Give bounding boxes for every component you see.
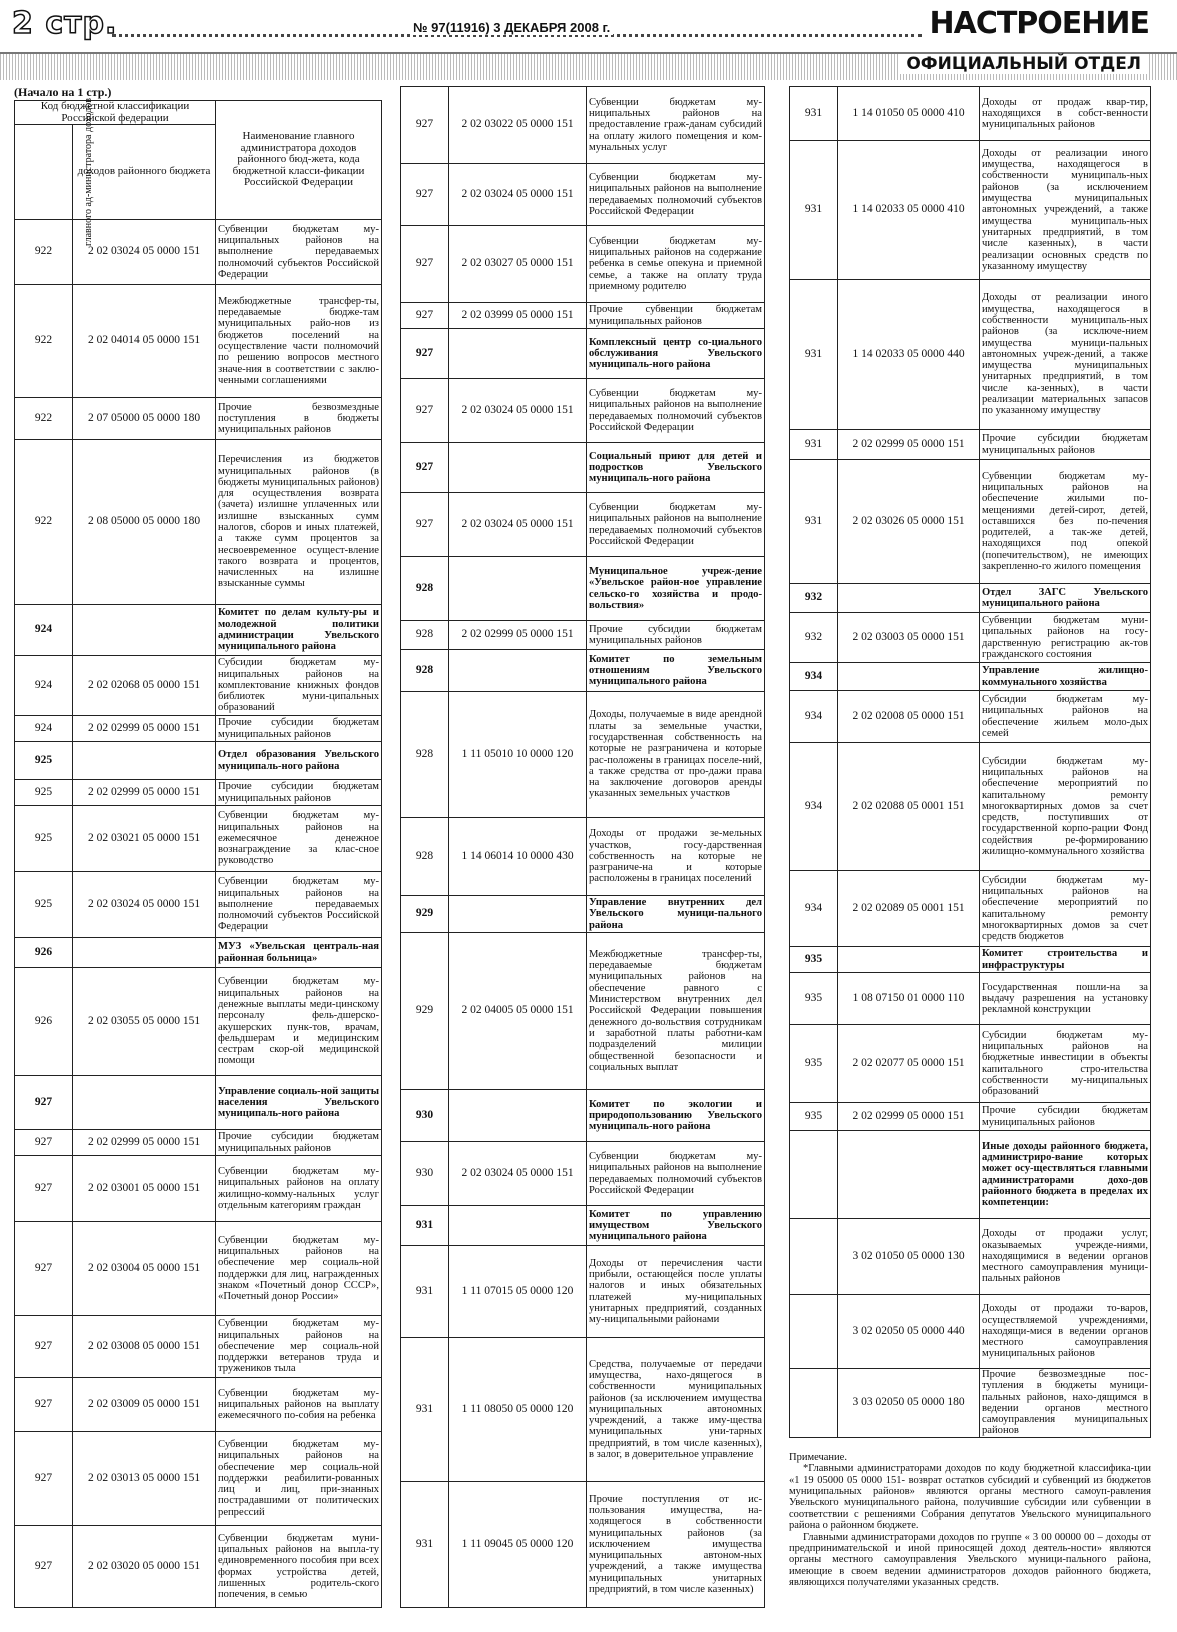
table-row	[790, 1025, 1151, 1103]
table-row	[15, 1130, 382, 1156]
footnote-p1: *Главными администраторами доходов по коду бюджетной классифика-ции «1 19 05000 05 0000 151- возврат остатков субсидий и субвенций из бюджетов муниципальных районов» являются органы местного самоуп-равления Увельского муниципального района, получившие субсидии или субвенции в соответствии с решениями Собрания депутатов Увельского муниципального района о районном бюджете.	[789, 1463, 1151, 1532]
section-title: ОФИЦИАЛЬНЫЙ ОТДЕЛ	[900, 54, 1147, 74]
budget-code-cell	[73, 938, 216, 968]
admin-code-cell	[790, 1131, 838, 1219]
budget-code-cell: 2 02 03024 05 0000 151	[449, 1142, 587, 1206]
budget-code-cell	[73, 605, 216, 656]
table-row	[790, 1369, 1151, 1438]
budget-code-cell	[449, 1206, 587, 1246]
table-row	[790, 1131, 1151, 1219]
admin-code-cell: 927	[401, 164, 449, 226]
description-cell: Перечисления из бюджетов муниципальных районов (в бюджеты муниципальных районов) для осуществления возврата (зачета) излишне уплаченных или излишне взысканных сумм налогов, сборов и иных платежей, а также сумм процентов за несвоевременное осущест-вление такого возврата и процентов, начисленных на излишне взысканные суммы	[216, 440, 382, 605]
budget-code-cell: 2 02 03003 05 0000 151	[838, 613, 980, 663]
table-row	[401, 896, 765, 933]
description-cell: Доходы от реализации иного имущества, находящегося в собственности муниципаль-ных районов (за исключением имущества муниципальных автономных учреждений, а также имущества муниципаль-ных унитарных предприятий, в том числе казенных), в части реализации основных средств по указанному имуществу	[980, 141, 1151, 280]
table-row	[15, 938, 382, 968]
table-row	[790, 613, 1151, 663]
description-cell: Субвенции бюджетам му-ниципальных районов на денежные выплаты меди-цинскому персоналу фель-дшерско-акушерских пунк-тов, врачам, фельдшерам и медицинским сестрам скор-ой медицинской помощи	[216, 968, 382, 1076]
description-cell: Прочие безвозмездные пос-тупления в бюджеты муници-пальных районов, нахо-дящимся в ведении органов местного самоуправления муниципальных районов	[980, 1369, 1151, 1438]
budget-code-cell: 3 02 02050 05 0000 440	[838, 1295, 980, 1369]
description-cell: Управление социаль-ной защиты населения Увельского муниципаль-ного района	[216, 1076, 382, 1130]
budget-code-cell: 2 02 02089 05 0001 151	[838, 871, 980, 947]
admin-code-cell: 934	[790, 743, 838, 871]
budget-code-cell	[838, 663, 980, 691]
admin-code-cell: 931	[401, 1206, 449, 1246]
table-row	[401, 557, 765, 621]
header-name: Наименование главного администратора доходов районного бюд-жета, кода бюджетной класси-фикации Российской Федерации	[216, 101, 382, 220]
budget-code-cell	[449, 1090, 587, 1142]
table-row	[15, 398, 382, 440]
admin-code-cell: 928	[401, 650, 449, 692]
admin-code-cell	[790, 1295, 838, 1369]
admin-code-cell: 930	[401, 1142, 449, 1206]
budget-code-cell: 2 02 03024 05 0000 151	[73, 872, 216, 938]
admin-code-cell: 929	[401, 896, 449, 933]
admin-code-cell: 928	[401, 692, 449, 818]
admin-code-cell: 927	[15, 1156, 73, 1222]
budget-code-cell: 2 02 03026 05 0000 151	[838, 460, 980, 584]
table-row	[790, 460, 1151, 584]
table-row	[401, 303, 765, 329]
description-cell: Субвенции бюджетам муни-ципальных районов на госу-дарственную регистрацию ак-тов гражданского состояния	[980, 613, 1151, 663]
table-row	[15, 780, 382, 806]
budget-code-cell: 1 14 02033 05 0000 440	[838, 280, 980, 430]
admin-code-cell: 927	[401, 443, 449, 493]
description-cell: Доходы, получаемые в виде арендной платы за земельные участки, государственная собственность на которые не разграничена и которые рас-положены в границах поселе-ний, а также средства от про-дажи права на заключение договоров аренды указанных земельных участков	[587, 692, 765, 818]
admin-code-cell: 925	[15, 806, 73, 872]
description-cell: Субвенции бюджетам му-ниципальных районов на выполнение передаваемых полномочий субъектов Российской Федерации	[587, 493, 765, 557]
admin-code-cell: 927	[15, 1526, 73, 1608]
admin-code-cell: 927	[401, 226, 449, 303]
budget-code-cell: 2 02 03022 05 0000 151	[449, 87, 587, 164]
description-cell: Средства, получаемые от передачи имущества, нахо-дящегося в собственности муниципальных районов (за исключением имущества муниципальных автономных учреждений, а также иму-щества муниципальных уни-тарных предприятий, в том числе казенных), в залог, в доверительное управление	[587, 1338, 765, 1482]
description-cell: Субсидии бюджетам му-ниципальных районов на обеспечение мероприятий по капитальному ремонту многоквартирных домов за счет средств бюджетов	[980, 871, 1151, 947]
admin-code-cell: 931	[790, 430, 838, 460]
description-cell: Прочие безвозмездные поступления в бюджеты муниципальных районов	[216, 398, 382, 440]
description-cell: Прочие поступления от ис-пользования имущества, на-ходящегося в собственности муниципальных районов (за исключением имущества муниципальных автоном-ных учреждений, а также имущества муниципальных унитарных предприятий, в том числе казенных)	[587, 1482, 765, 1608]
table-row	[401, 818, 765, 896]
admin-code-cell: 935	[790, 1025, 838, 1103]
table-row	[15, 1076, 382, 1130]
budget-code-cell	[449, 443, 587, 493]
description-cell: Прочие субсидии бюджетам муниципальных районов	[216, 1130, 382, 1156]
table-row	[15, 605, 382, 656]
budget-code-cell: 2 02 03999 05 0000 151	[449, 303, 587, 329]
budget-code-cell: 2 02 03024 05 0000 151	[73, 220, 216, 285]
table-row	[15, 1316, 382, 1378]
description-cell: Субвенции бюджетам му-ниципальных районов на выполнение передаваемых полномочий субъектов Российской Федерации	[587, 379, 765, 443]
budget-code-cell	[838, 584, 980, 613]
description-cell: Муниципальное учреж-дение «Увельское район-ное управление сельско-го хозяйства и продо-вольствия»	[587, 557, 765, 621]
admin-code-cell: 927	[401, 493, 449, 557]
budget-code-cell	[449, 557, 587, 621]
admin-code-cell: 927	[15, 1076, 73, 1130]
table-row	[790, 663, 1151, 691]
budget-code-cell: 2 02 03004 05 0000 151	[73, 1222, 216, 1316]
admin-code-cell: 931	[790, 141, 838, 280]
description-cell: Субвенции бюджетам му-ниципальных районов на выполнение передаваемых полномочий субъектов Российской Федерации	[587, 164, 765, 226]
column-1	[14, 86, 382, 1608]
admin-code-cell: 927	[401, 329, 449, 379]
description-cell: Социальный приют для детей и подростков Увельского муниципаль-ного района	[587, 443, 765, 493]
description-cell: Субвенции бюджетам му-ниципальных районов на обеспечение мер социаль-ной поддержки реабилити-рованных лиц и лиц, при-знанных пострадавшими от политических репрессий	[216, 1432, 382, 1526]
description-cell: Доходы от продаж квар-тир, находящихся в собст-венности муниципальных районов	[980, 87, 1151, 141]
table-row	[790, 947, 1151, 973]
table-row	[790, 1103, 1151, 1131]
table-row	[15, 440, 382, 605]
table-row	[401, 1090, 765, 1142]
table-row	[15, 656, 382, 716]
budget-code-cell: 2 02 02999 05 0000 151	[838, 430, 980, 460]
budget-code-cell: 2 02 02999 05 0000 151	[73, 780, 216, 806]
description-cell: Комитет по земельным отношениям Увельского муниципального района	[587, 650, 765, 692]
admin-code-cell: 926	[15, 968, 73, 1076]
admin-code-cell: 922	[15, 285, 73, 398]
admin-code-cell: 931	[790, 280, 838, 430]
admin-code-cell: 928	[401, 557, 449, 621]
budget-code-cell: 2 02 02999 05 0000 151	[449, 621, 587, 650]
budget-code-cell: 2 08 05000 05 0000 180	[73, 440, 216, 605]
admin-code-cell: 931	[790, 87, 838, 141]
description-cell: Субвенции бюджетам му-ниципальных районов на оплату жилищно-комму-нальных услуг отдельным категориям граждан	[216, 1156, 382, 1222]
table-row	[790, 973, 1151, 1025]
table-body-2	[401, 87, 765, 1608]
budget-code-cell: 2 02 02999 05 0000 151	[73, 1130, 216, 1156]
column-3	[789, 86, 1151, 1589]
description-cell: Межбюджетные трансфер-ты, передаваемые бюдже-там муниципальных райо-нов из бюджетов поселений на осуществление части полномочий по решению вопросов местного значе-ния в соответствии с заклю-ченными соглашениями	[216, 285, 382, 398]
admin-code-cell: 927	[15, 1432, 73, 1526]
footnote-p2: Главными администраторами доходов по группе « 3 00 00000 00 – доходы от предпринимательской и иной приносящей доход деятель-ности» являются органы местного самоуправления Увельского муници-пального района, имеющие в своем ведении администраторов доходов районного бюджета, являющихся получателями указанных средств.	[789, 1531, 1151, 1589]
description-cell: Доходы от продажи то-варов, осуществляемой учреждениями, находящи-мися в ведении органов местного самоуправления муниципальных районов	[980, 1295, 1151, 1369]
budget-code-cell: 2 02 02999 05 0000 151	[838, 1103, 980, 1131]
table-row	[401, 443, 765, 493]
header-group: Код бюджетной классификации Российской федерации	[15, 101, 216, 125]
header-admin	[15, 98, 94, 247]
table-body-3	[790, 87, 1151, 1438]
table-row	[15, 220, 382, 285]
admin-code-cell: 926	[15, 938, 73, 968]
description-cell: Прочие субсидии бюджетам муниципальных районов	[980, 430, 1151, 460]
header-admin-text: главного ад-министратора доходов	[82, 98, 94, 247]
admin-code-cell: 922	[15, 398, 73, 440]
budget-code-cell: 2 02 04005 05 0000 151	[449, 933, 587, 1090]
column-2	[400, 86, 765, 1608]
table-row	[15, 742, 382, 780]
description-cell: Государственная пошли-на за выдачу разрешения на установку рекламной конструкции	[980, 973, 1151, 1025]
description-cell: Прочие субсидии бюджетам муниципальных районов	[216, 780, 382, 806]
table-row	[15, 1222, 382, 1316]
admin-code-cell: 932	[790, 584, 838, 613]
budget-code-cell: 2 02 02088 05 0001 151	[838, 743, 980, 871]
budget-code-cell: 2 02 03001 05 0000 151	[73, 1156, 216, 1222]
admin-code-cell: 931	[401, 1482, 449, 1608]
budget-code-cell: 2 07 05000 05 0000 180	[73, 398, 216, 440]
description-cell: Доходы от продажи услуг, оказываемых учрежде-ниями, находящимися в ведении органов местного самоуправления муници-пальных районов	[980, 1219, 1151, 1295]
description-cell: Комитет по экологии и природопользованию Увельского муниципаль-ного района	[587, 1090, 765, 1142]
budget-code-cell: 2 02 03024 05 0000 151	[449, 379, 587, 443]
description-cell: Доходы от перечисления части прибыли, остающейся после уплаты налогов и иных обязательных платежей му-ниципальных унитарных предприятий, созданных му-ниципальными районами	[587, 1246, 765, 1338]
description-cell: Субвенции бюджетам му-ниципальных районов на выполнение передаваемых полномочий субъектов Российской Федерации	[216, 872, 382, 938]
table-row	[401, 164, 765, 226]
budget-code-cell: 2 02 02077 05 0000 151	[838, 1025, 980, 1103]
description-cell: Прочие субсидии бюджетам муниципальных районов	[980, 1103, 1151, 1131]
description-cell: Субвенции бюджетам му-ниципальных районов на выполнение передаваемых полномочий субъектов Российской Федерации	[216, 220, 382, 285]
description-cell: Субвенции бюджетам му-ниципальных районов на предоставление граж-данам субсидий на оплату жилого помещения и ком-мунальных услуг	[587, 87, 765, 164]
admin-code-cell: 925	[15, 780, 73, 806]
table-row	[15, 1156, 382, 1222]
table-row	[15, 1526, 382, 1608]
header-income: доходов районного бюджета	[73, 125, 216, 220]
budget-code-cell: 2 02 03055 05 0000 151	[73, 968, 216, 1076]
table-row	[15, 1378, 382, 1432]
description-cell: Субвенции бюджетам му-ниципальных районов на обеспечение мер социаль-ной поддержки ветеранов труда и тружеников тыла	[216, 1316, 382, 1378]
table-row	[15, 872, 382, 938]
budget-code-cell: 1 11 08050 05 0000 120	[449, 1338, 587, 1482]
footnote-title: Примечание.	[789, 1451, 847, 1463]
description-cell: Отдел образования Увельского муниципаль-ного района	[216, 742, 382, 780]
budget-code-cell: 2 02 03021 05 0000 151	[73, 806, 216, 872]
description-cell: Субвенции бюджетам му-ниципальных районов на ежемесячное денежное вознаграждение за клас-сное руководство	[216, 806, 382, 872]
table-row	[15, 1432, 382, 1526]
table-row	[15, 285, 382, 398]
description-cell: Доходы от продажи зе-мельных участков, госу-дарственная собственность на которые не разграниче-на и которые расположены в границах поселений	[587, 818, 765, 896]
budget-code-cell: 2 02 03013 05 0000 151	[73, 1432, 216, 1526]
budget-code-cell	[73, 742, 216, 780]
budget-code-cell: 2 02 02068 05 0000 151	[73, 656, 216, 716]
table-row	[401, 1482, 765, 1608]
budget-code-cell: 2 02 02008 05 0000 151	[838, 691, 980, 743]
table-row	[790, 87, 1151, 141]
admin-code-cell	[790, 1369, 838, 1438]
admin-code-cell: 934	[790, 663, 838, 691]
table-row	[401, 1206, 765, 1246]
admin-code-cell: 928	[401, 621, 449, 650]
budget-code-cell	[449, 650, 587, 692]
table-row	[790, 1295, 1151, 1369]
budget-code-cell: 2 02 03024 05 0000 151	[449, 493, 587, 557]
admin-code-cell: 927	[401, 303, 449, 329]
table-row	[790, 743, 1151, 871]
description-cell: Управление жилищно-коммунального хозяйства	[980, 663, 1151, 691]
table-row	[15, 968, 382, 1076]
budget-code-cell: 2 02 03027 05 0000 151	[449, 226, 587, 303]
table-row	[15, 806, 382, 872]
table-row	[790, 141, 1151, 280]
description-cell: Субвенции бюджетам муни-ципальных районов на выпла-ту единовременного пособия при всех формах устройства детей, лишенных родитель-ского попечения, в семью	[216, 1526, 382, 1608]
table-body-1	[15, 220, 382, 1608]
description-cell: Субсидии бюджетам му-ниципальных районов на бюджетные инвестиции в объекты капитального стро-ительства собственности му-ниципальных образований	[980, 1025, 1151, 1103]
issue-line: № 97(11916) 3 ДЕКАБРЯ 2008 г.	[410, 20, 613, 35]
budget-code-cell: 1 14 02033 05 0000 410	[838, 141, 980, 280]
description-cell: Субвенции бюджетам му-ниципальных районов на обеспечение жилыми по-мещениями детей-сирот, детей, оставшихся без по-печения родителей, а так-же детей, находящихся под опекой (попечительством), не имеющих закрепленно-го жилого помещения	[980, 460, 1151, 584]
budget-code-cell: 2 02 03008 05 0000 151	[73, 1316, 216, 1378]
budget-code-cell: 2 02 03020 05 0000 151	[73, 1526, 216, 1608]
table-row	[401, 650, 765, 692]
table-row	[401, 1246, 765, 1338]
description-cell: Иные доходы районного бюджета, администриро-вание которых может осу-ществляться главными администраторами дохо-дов районного бюджета в пределах их компетенции:	[980, 1131, 1151, 1219]
admin-code-cell: 922	[15, 220, 73, 285]
table-row	[790, 280, 1151, 430]
budget-code-cell: 2 02 03009 05 0000 151	[73, 1378, 216, 1432]
page-number: 2 стр.	[12, 6, 118, 41]
description-cell: Комитет по делам культу-ры и молодежной политики администрации Увельского муниципального района	[216, 605, 382, 656]
table-row	[401, 226, 765, 303]
admin-code-cell: 924	[15, 716, 73, 742]
admin-code-cell: 928	[401, 818, 449, 896]
table-row	[15, 716, 382, 742]
description-cell: Прочие субсидии бюджетам муниципальных районов	[587, 621, 765, 650]
admin-code-cell: 930	[401, 1090, 449, 1142]
budget-code-cell: 1 14 01050 05 0000 410	[838, 87, 980, 141]
table-row	[401, 933, 765, 1090]
budget-code-cell: 3 03 02050 05 0000 180	[838, 1369, 980, 1438]
admin-code-cell: 927	[15, 1316, 73, 1378]
admin-code-cell: 931	[790, 460, 838, 584]
table-row	[401, 1142, 765, 1206]
budget-code-cell: 3 02 01050 05 0000 130	[838, 1219, 980, 1295]
table-row	[790, 584, 1151, 613]
admin-code-cell: 929	[401, 933, 449, 1090]
description-cell: Отдел ЗАГС Увельского муниципального района	[980, 584, 1151, 613]
newspaper-title: НАСТРОЕНИЕ	[929, 6, 1149, 41]
table-row	[401, 692, 765, 818]
admin-code-cell: 927	[15, 1222, 73, 1316]
table-row	[790, 691, 1151, 743]
description-cell: Субвенции бюджетам му-ниципальных районов на выплату ежемесячного по-собия на ребенка	[216, 1378, 382, 1432]
admin-code-cell: 935	[790, 973, 838, 1025]
description-cell: МУЗ «Увельская централь-ная районная больница»	[216, 938, 382, 968]
table-row	[401, 1338, 765, 1482]
admin-code-cell: 924	[15, 605, 73, 656]
description-cell: Субвенции бюджетам му-ниципальных районов на выполнение передаваемых полномочий субъектов Российской Федерации	[587, 1142, 765, 1206]
continuation-note: (Начало на 1 стр.)	[14, 85, 112, 99]
admin-code-cell: 932	[790, 613, 838, 663]
admin-code-cell: 927	[401, 87, 449, 164]
admin-code-cell: 927	[15, 1130, 73, 1156]
description-cell: Прочие субсидии бюджетам муниципальных районов	[216, 716, 382, 742]
table-row	[790, 1219, 1151, 1295]
budget-code-cell: 1 11 07015 05 0000 120	[449, 1246, 587, 1338]
description-cell: Субсидии бюджетам му-ниципальных районов на обеспечение жильем моло-дых семей	[980, 691, 1151, 743]
budget-code-cell	[838, 947, 980, 973]
budget-code-cell: 1 11 09045 05 0000 120	[449, 1482, 587, 1608]
description-cell: Комитет по управлению имуществом Увельского муниципального района	[587, 1206, 765, 1246]
admin-code-cell: 935	[790, 1103, 838, 1131]
budget-code-cell: 1 14 06014 10 0000 430	[449, 818, 587, 896]
admin-code-cell: 931	[401, 1338, 449, 1482]
newspaper-header	[0, 0, 1177, 84]
admin-code-cell	[790, 1219, 838, 1295]
budget-code-cell	[73, 1076, 216, 1130]
budget-code-cell: 2 02 03024 05 0000 151	[449, 164, 587, 226]
admin-code-cell: 927	[401, 379, 449, 443]
budget-code-cell	[449, 329, 587, 379]
budget-table-3	[789, 86, 1151, 1438]
description-cell: Комплексный центр со-циального обслуживания Увельского муниципаль-ного района	[587, 329, 765, 379]
table-row	[790, 430, 1151, 460]
description-cell: Комитет строительства и инфраструктуры	[980, 947, 1151, 973]
admin-code-cell: 922	[15, 440, 73, 605]
budget-code-cell: 1 08 07150 01 0000 110	[838, 973, 980, 1025]
description-cell: Субвенции бюджетам му-ниципальных районов на содержание ребенка в семье опекуна и приемной семье, а также на оплату труда приемному родителю	[587, 226, 765, 303]
budget-code-cell	[838, 1131, 980, 1219]
description-cell: Доходы от реализации иного имущества, находящегося в собственности муниципаль-ных районов (за исключе-нием имущества муници-пальных автономных учреж-дений, а также имущества муниципальных унитарных предприятий, в том числе ка-зенных), в части реализации материальных запасов по указанному имуществу	[980, 280, 1151, 430]
table-row	[401, 379, 765, 443]
admin-code-cell: 935	[790, 947, 838, 973]
description-cell: Прочие субвенции бюджетам муниципальных районов	[587, 303, 765, 329]
footnote	[789, 1452, 1151, 1589]
admin-code-cell: 931	[401, 1246, 449, 1338]
description-cell: Субсидии бюджетам му-ниципальных районов на обеспечение мероприятий по капитальному ремонту многоквартирных домов за счет средств, поступивших от государственной корпо-рации Фонд содействия ре-формированию жилищно-коммунального хозяйства	[980, 743, 1151, 871]
table-row	[401, 87, 765, 164]
admin-code-cell: 934	[790, 691, 838, 743]
table-row	[401, 329, 765, 379]
admin-code-cell: 925	[15, 742, 73, 780]
admin-code-cell: 924	[15, 656, 73, 716]
table-row	[401, 621, 765, 650]
budget-code-cell: 2 02 04014 05 0000 151	[73, 285, 216, 398]
budget-table-2	[400, 86, 765, 1608]
description-cell: Субвенции бюджетам му-ниципальных районов на обеспечение мер социаль-ной поддержки для лиц, награжденных знаком «Почетный донор СССР», «Почетный донор России»	[216, 1222, 382, 1316]
description-cell: Межбюджетные трансфер-ты, передаваемые бюджетам муниципальных районов на обеспечение равного с Министерством внутренних дел Российской Федерации повышения денежного до-вольствия сотрудникам и заработной платы работни-кам подразделений милиции общественной безопасности и социальных выплат	[587, 933, 765, 1090]
budget-code-cell: 2 02 02999 05 0000 151	[73, 716, 216, 742]
admin-code-cell: 927	[15, 1378, 73, 1432]
budget-code-cell: 1 11 05010 10 0000 120	[449, 692, 587, 818]
admin-code-cell: 934	[790, 871, 838, 947]
admin-code-cell: 925	[15, 872, 73, 938]
table-row	[401, 493, 765, 557]
budget-table-1	[14, 100, 382, 1608]
description-cell: Субсидии бюджетам му-ниципальных районов на комплектование книжных фондов библиотек муни-ципальных образований	[216, 656, 382, 716]
table-row	[790, 871, 1151, 947]
description-cell: Управление внутренних дел Увельского муници-пального района	[587, 896, 765, 933]
budget-code-cell	[449, 896, 587, 933]
